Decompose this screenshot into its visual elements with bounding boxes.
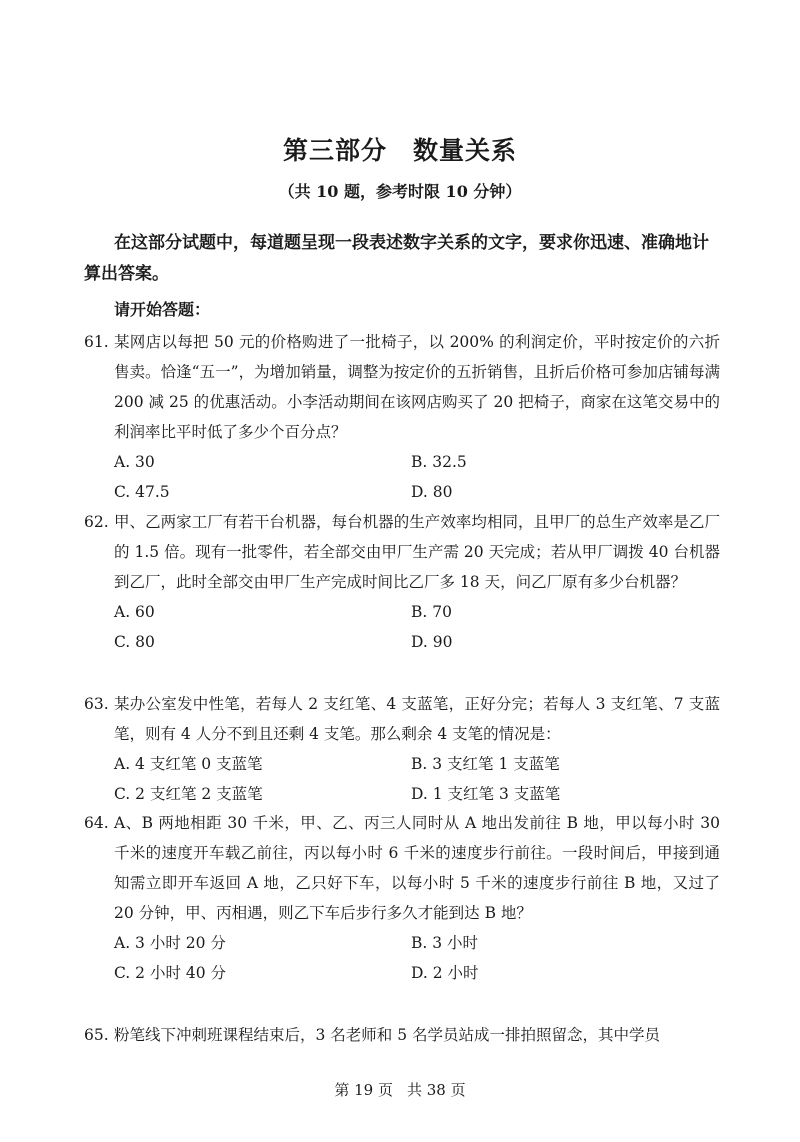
options: [114, 928, 720, 988]
option-a: A. 4 支红笔 0 支蓝笔: [114, 755, 263, 773]
option-d: D. 90: [411, 633, 453, 651]
start-prompt: 请开始答题：: [114, 300, 211, 319]
question-64: [84, 808, 724, 988]
option-c: C. 2 小时 40 分: [114, 964, 227, 982]
question-number: 62.: [84, 513, 109, 531]
instructions: 在这部分试题中，每道题呈现一段表述数字关系的文字，要求你迅速、准确地计算出答案。: [84, 233, 709, 284]
option-b: B. 3 支红笔 1 支蓝笔: [411, 755, 560, 773]
section-title-part2: 数量关系: [413, 136, 518, 165]
options: [114, 597, 720, 657]
question-text: A、B 两地相距 30 千米，甲、乙、丙三人同时从 A 地出发前往 B 地，甲以每小时 30 千米的速度开车载乙前往，丙以每小时 6 千米的速度步行前往。一段时间后，甲接到通知需立即开车返回 A 地，乙只好下车，以每小时 5 千米的速度步行前往 B 地，又过了 20 分钟，甲、丙相遇，则乙下车后步行多久才能到达 B 地？: [114, 814, 720, 922]
section-title-part1: 第三部分: [282, 136, 387, 165]
question-number: 61.: [84, 333, 109, 351]
option-a: A. 60: [114, 603, 155, 621]
question-number: 63.: [84, 695, 109, 713]
page-footer: [0, 1079, 800, 1100]
question-text: 某网店以每把 50 元的价格购进了一批椅子，以 200% 的利润定价，平时按定价的六折售卖。恰逢“五一”，为增加销量，调整为按定价的五折销售，且折后价格可参加店铺每满 200 减 25 的优惠活动。小李活动期间在该网店购买了 20 把椅子，商家在这笔交易中的利润率比平时低了多少个百分点？: [114, 333, 720, 441]
option-c: C. 2 支红笔 2 支蓝笔: [114, 785, 263, 803]
question-62: [84, 507, 724, 657]
option-b: B. 70: [411, 603, 452, 621]
option-d: D. 80: [411, 483, 453, 501]
option-d: D. 1 支红笔 3 支蓝笔: [411, 785, 561, 803]
question-61: [84, 327, 724, 507]
question-63: [84, 689, 724, 809]
options: [114, 749, 720, 809]
section-title: [0, 131, 800, 167]
question-text: 甲、乙两家工厂有若干台机器，每台机器的生产效率均相同，且甲厂的总生产效率是乙厂的 1.5 倍。现有一批零件，若全部交由甲厂生产需 20 天完成；若从甲厂调拨 40 台机器到乙厂，此时全部交由甲厂生产完成时间比乙厂多 18 天，问乙厂原有多少台机器？: [114, 513, 720, 591]
option-a: A. 3 小时 20 分: [114, 934, 226, 952]
option-c: C. 80: [114, 633, 155, 651]
option-b: B. 32.5: [411, 453, 467, 471]
options: [114, 447, 720, 507]
option-a: A. 30: [114, 453, 155, 471]
question-number: 65.: [84, 1026, 109, 1044]
question-text: 粉笔线下冲刺班课程结束后，3 名老师和 5 名学员站成一排拍照留念，其中学员: [114, 1026, 661, 1044]
question-text: 某办公室发中性笔，若每人 2 支红笔、4 支蓝笔，正好分完；若每人 3 支红笔、7 支蓝笔，则有 4 人分不到且还剩 4 支笔。那么剩余 4 支笔的情况是：: [114, 695, 720, 743]
option-b: B. 3 小时: [411, 934, 479, 952]
question-number: 64.: [84, 814, 109, 832]
question-65: [84, 1020, 724, 1050]
option-d: D. 2 小时: [411, 964, 479, 982]
option-c: C. 47.5: [114, 483, 170, 501]
page-number: 第 19 页: [334, 1081, 393, 1099]
section-subtitle: （共 10 题，参考时限 10 分钟）: [278, 182, 522, 201]
page-total: 共 38 页: [407, 1081, 466, 1099]
